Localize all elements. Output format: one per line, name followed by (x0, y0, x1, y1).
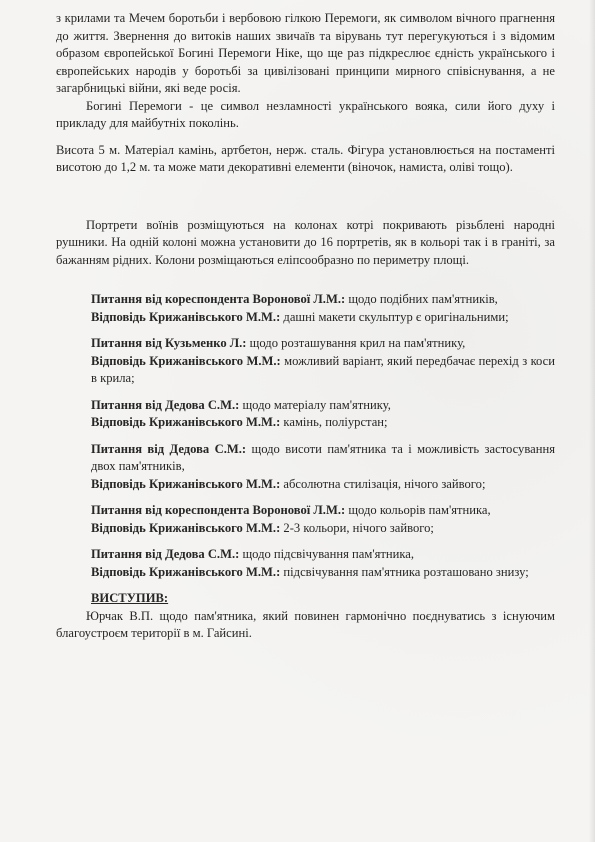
intro-paragraph-1: з крилами та Мечем боротьби і вербовою гілкою Перемоги, як символом вічного прагнення до життя. Звернення до витоків наших звичаїв та вірувань тут перегукуються і з відомим образом європейської Богині Перемоги Ніке, що ще раз підкреслює єдність українського і європейських народів у боротьбі за цивілізовані принципи мирного співіснування, а не загарбницькі війни, які веде росія. (56, 11, 555, 95)
question-text: щодо кольорів пам'ятника, (345, 503, 491, 517)
answer-label: Відповідь Крижанівського М.М.: (91, 520, 281, 535)
answer-line (91, 353, 555, 388)
answer-text: 2-3 кольори, нічого зайвого; (280, 520, 434, 535)
vystupyv-text: Юрчак В.П. щодо пам'ятника, який повинен гармонічно поєднуватись з існуючим благоустроєм території в м. Гайсині. (56, 608, 555, 640)
answer-label: Відповідь Крижанівського М.М.: (91, 564, 281, 579)
answer-text: камінь, поліурстан; (280, 415, 388, 429)
answer-text: абсолютна стилізація, нічого зайвого; (280, 476, 486, 491)
answer-line (91, 309, 555, 327)
answer-label: Відповідь Крижанівського М.М.: (91, 415, 281, 429)
question-text: щодо підсвічування пам'ятника, (239, 547, 415, 561)
question-line (91, 335, 555, 353)
answer-text: підсвічування пам'ятника розташовано знизу; (280, 564, 529, 579)
question-text: щодо матеріалу пам'ятнику, (239, 397, 391, 412)
question-text: щодо розташування крил на пам'ятнику, (246, 336, 466, 350)
question-text: щодо висоти пам'ятника та і можливість застосування двох пам'ятників, (91, 441, 555, 473)
question-label: Питання від Дедова С.М.: (91, 397, 240, 412)
intro-paragraph-2: Богині Перемоги - це символ незламності українського вояка, сили його духу і прикладу для майбутніх поколінь. (56, 98, 555, 130)
question-label: Питання від Дедова С.М.: (91, 441, 247, 456)
answer-text: можливий варіант, який передбачає перехід з коси в крила; (91, 353, 555, 385)
intro-paragraph-3: Висота 5 м. Матеріал камінь, артбетон, нерж. сталь. Фігура установлюється на постаменті висотою до 1,2 м. та може мати декоративні елементи (віночок, намиста, оліві тощо). (56, 142, 555, 174)
answer-line (91, 476, 555, 494)
intro-paragraph-4: Портрети воїнів розміщуються на колонах котрі покривають різьблені народні рушники. На одній колоні можна установити до 16 портретів, як в кольорі так і в граніті, за бажанням рідних. Колони розміщаються еліпсообразно по периметру площі. (56, 217, 555, 267)
question-label: Питання від Кузьменко Л.: (91, 336, 247, 350)
answer-label: Відповідь Крижанівського М.М.: (91, 309, 281, 324)
question-line (91, 291, 555, 309)
question-label: Питання від кореспондента Воронової Л.М.: (91, 503, 346, 517)
qa-section (56, 291, 555, 581)
question-line (91, 397, 555, 415)
answer-line (91, 520, 555, 538)
answer-line (91, 414, 555, 432)
question-text: щодо подібних пам'ятників, (345, 292, 498, 306)
question-label: Питання від Дедова С.М.: (91, 547, 240, 561)
page-edge-shadow (589, 0, 595, 842)
question-line (91, 546, 555, 564)
question-label: Питання від кореспондента Воронової Л.М.: (91, 292, 346, 306)
question-line (91, 502, 555, 520)
vystupyv-heading: ВИСТУПИВ: (91, 591, 169, 605)
answer-label: Відповідь Крижанівського М.М.: (91, 353, 281, 368)
question-line (91, 441, 555, 476)
answer-label: Відповідь Крижанівського М.М.: (91, 476, 281, 491)
answer-line (91, 564, 555, 582)
answer-text: дашні макети скульптур є оригінальними; (280, 309, 509, 324)
